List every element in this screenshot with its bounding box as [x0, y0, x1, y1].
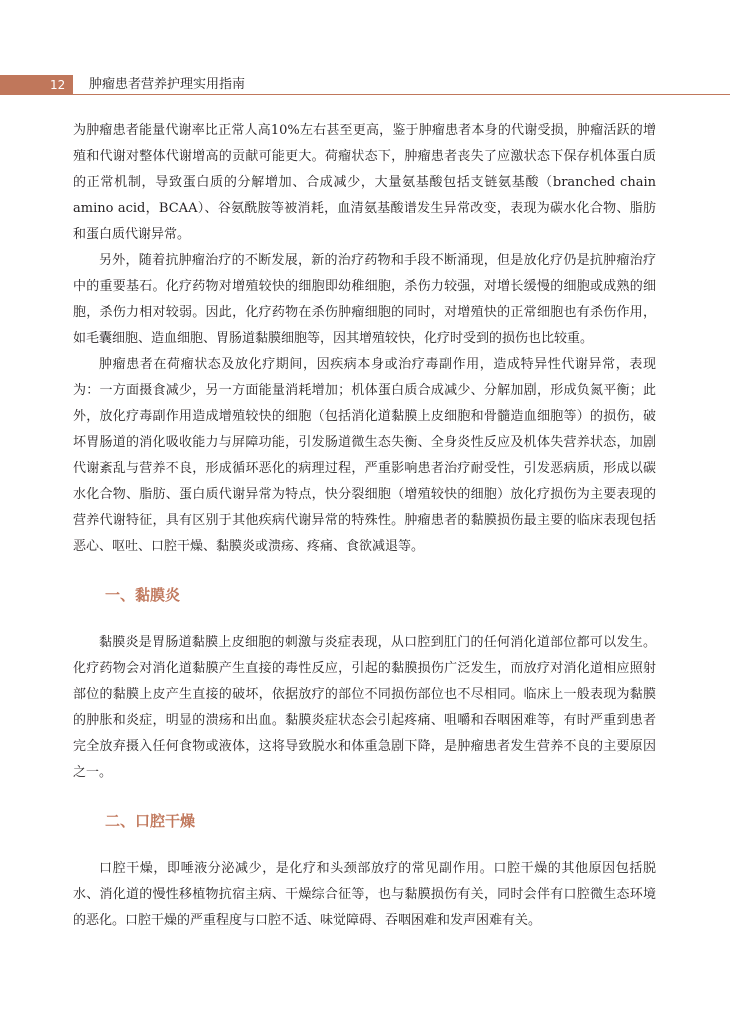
section-heading-dry-mouth: 二、口腔干燥	[105, 812, 196, 830]
header-divider	[73, 94, 730, 95]
running-header	[0, 75, 730, 95]
book-title: 肿瘤患者营养护理实用指南	[89, 77, 246, 92]
paragraph-1: 为肿瘤患者能量代谢率比正常人高10%左右甚至更高，鉴于肿瘤患者本身的代谢受损，肿瘤活跃的增殖和代谢对整体代谢增高的贡献可能更大。荷瘤状态下，肿瘤患者丧失了应激状态下保存机体蛋白质的正常机制，导致蛋白质的分解增加、合成减少，大量氨基酸包括支链氨基酸（branched chain amino acid，BCAA）、谷氨酰胺等被消耗，血清氨基酸谱发生异常改变，表现为碳水化合物、脂肪和蛋白质代谢异常。	[73, 123, 656, 242]
paragraph-2: 另外，随着抗肿瘤治疗的不断发展，新的治疗药物和手段不断涌现，但是放化疗仍是抗肿瘤治疗中的重要基石。化疗药物对增殖较快的细胞即幼稚细胞，杀伤力较强，对增长缓慢的细胞或成熟的细胞，杀伤力相对较弱。因此，化疗药物在杀伤肿瘤细胞的同时，对增殖快的正常细胞也有杀伤作用，如毛囊细胞、造血细胞、胃肠道黏膜细胞等，因其增殖较快，化疗时受到的损伤也比较重。	[73, 253, 656, 346]
page-number: 12	[50, 78, 66, 92]
page-number-box	[0, 75, 73, 95]
paragraph-5: 口腔干燥，即唾液分泌减少，是化疗和头颈部放疗的常见副作用。口腔干燥的其他原因包括脱水、消化道的慢性移植物抗宿主病、干燥综合征等，也与黏膜损伤有关，同时会伴有口腔微生态环境的恶化。口腔干燥的严重程度与口腔不适、味觉障碍、吞咽困难和发声困难有关。	[73, 861, 656, 928]
paragraph-4: 黏膜炎是胃肠道黏膜上皮细胞的刺激与炎症表现，从口腔到肛门的任何消化道部位都可以发生。化疗药物会对消化道黏膜产生直接的毒性反应，引起的黏膜损伤广泛发生，而放疗对消化道相应照射部位的黏膜上皮产生直接的破坏，依据放疗的部位不同损伤部位也不尽相同。临床上一般表现为黏膜的肿胀和炎症，明显的溃疡和出血。黏膜炎症状态会引起疼痛、咀嚼和吞咽困难等，有时严重到患者完全放弃摄入任何食物或液体，这将导致脱水和体重急剧下降，是肿瘤患者发生营养不良的主要原因之一。	[73, 635, 656, 780]
paragraph-3: 肿瘤患者在荷瘤状态及放化疗期间，因疾病本身或治疗毒副作用，造成特异性代谢异常，表现为：一方面摄食减少，另一方面能量消耗增加；机体蛋白质合成减少、分解加剧，形成负氮平衡；此外，放化疗毒副作用造成增殖较快的细胞（包括消化道黏膜上皮细胞和骨髓造血细胞等）的损伤，破坏胃肠道的消化吸收能力与屏障功能，引发肠道微生态失衡、全身炎性反应及机体失营养状态，加剧代谢紊乱与营养不良，形成循环恶化的病理过程，严重影响患者治疗耐受性，引发恶病质，形成以碳水化合物、脂肪、蛋白质代谢异常为特点，快分裂细胞（增殖较快的细胞）放化疗损伤为主要表现的营养代谢特征，具有区别于其他疾病代谢异常的特殊性。肿瘤患者的黏膜损伤最主要的临床表现包括恶心、呕吐、口腔干燥、黏膜炎或溃疡、疼痛、食欲减退等。	[73, 357, 656, 554]
page-body	[73, 118, 656, 934]
section-heading-mucositis: 一、黏膜炎	[105, 586, 181, 604]
